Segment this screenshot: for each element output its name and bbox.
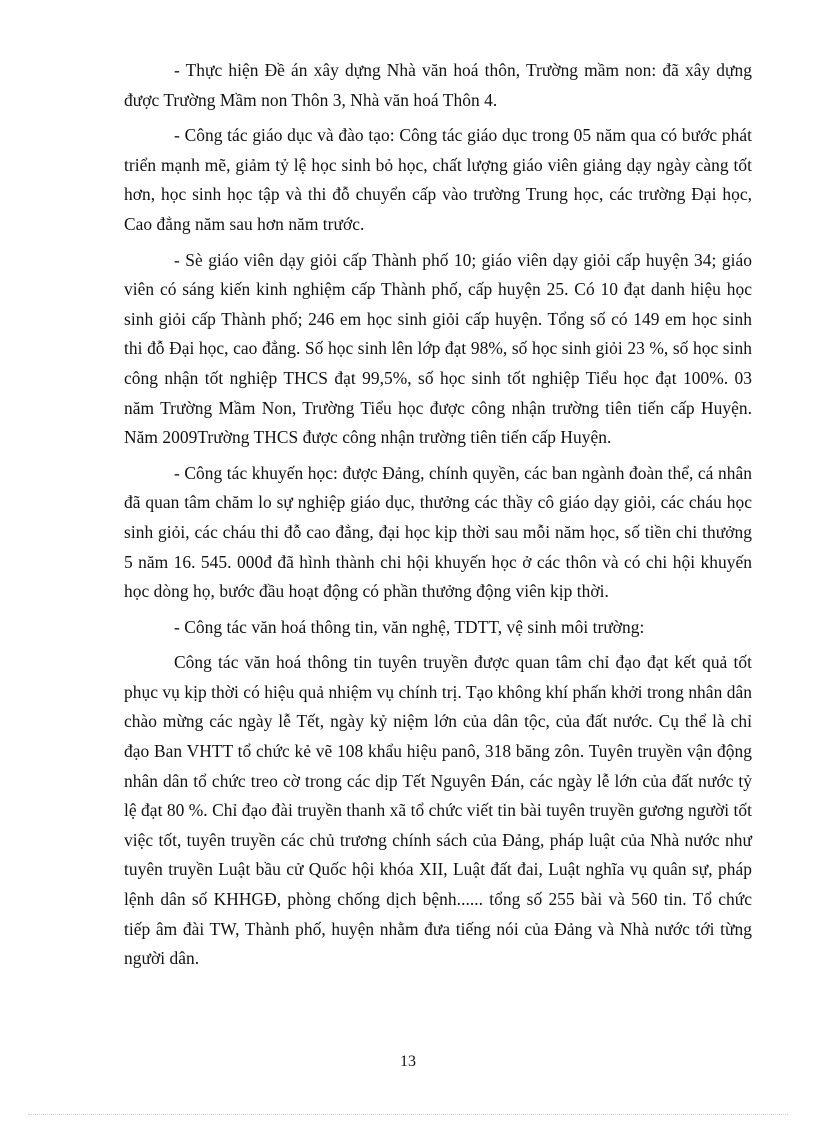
paragraph-culture-heading: - Công tác văn hoá thông tin, văn nghệ, TDTT, vệ sinh môi trường: (174, 616, 645, 637)
paragraph-school-construction: - Thực hiện Đề án xây dựng Nhà văn hoá thôn, Trường mầm non: đã xây dựng được Trường Mầm non Thôn 3, Nhà văn hoá Thôn 4. (124, 60, 752, 110)
page-number: 13 (400, 1053, 416, 1070)
document-body (124, 56, 752, 980)
paragraph-study-encouragement: - Công tác khuyến học: được Đảng, chính quyền, các ban ngành đoàn thể, cá nhân đã quan tâm chăm lo sự nghiệp giáo dục, thưởng các thầy cô giáo dạy giỏi, các cháu học sinh giỏi, các cháu thi đỗ cao đẳng, đại học kịp thời sau mỗi năm học, số tiền chi thưởng 5 năm 16. 545. 000đ đã hình thành chi hội khuyến học ở các thôn và có chi hội khuyến học dòng họ, bước đầu hoạt động có phần thưởng động viên kịp thời. (124, 462, 752, 602)
page-bottom-divider (28, 1114, 788, 1115)
paragraph-teacher-student-stats: - Sè giáo viên dạy giỏi cấp Thành phố 10; giáo viên dạy giỏi cấp huyện 34; giáo viên có sáng kiến kinh nghiệm cấp Thành phố, cấp huyện 25. Có 10 đạt danh hiệu học sinh giỏi cấp Thành phố; 246 em học sinh giỏi cấp huyện. Tổng số có 149 em học sinh thi đỗ Đại học, cao đẳng. Số học sinh lên lớp đạt 98%, số học sinh giỏi 23 %, số học sinh công nhận tốt nghiệp THCS đạt 99,5%, số học sinh tốt nghiệp Tiểu học đạt 100%. 03 năm Trường Mầm Non, Trường Tiểu học được công nhận trường tiên tiến cấp Huyện. Năm 2009Trường THCS được công nhận trường tiên tiến cấp Huyện. (124, 249, 752, 448)
paragraph-culture-information: Công tác văn hoá thông tin tuyên truyền được quan tâm chỉ đạo đạt kết quả tốt phục vụ kịp thời có hiệu quả nhiệm vụ chính trị. Tạo không khí phấn khởi trong nhân dân chào mừng các ngày lễ Tết, ngày kỷ niệm lớn của dân tộc, của đất nước. Cụ thể là chỉ đạo Ban VHTT tổ chức kẻ vẽ 108 khẩu hiệu panô, 318 băng zôn. Tuyên truyền vận động nhân dân tổ chức treo cờ trong các dịp Tết Nguyên Đán, các ngày lễ lớn của đất nước tỷ lệ đạt 80 %. Chỉ đạo đài truyền thanh xã tổ chức viết tin bài tuyên truyền gương người tốt việc tốt, tuyên truyền các chủ trương chính sách của Đảng, pháp luật của Nhà nước như tuyên truyền Luật bầu cử Quốc hội khóa XII, Luật đất đai, Luật nghĩa vụ quân sự, pháp lệnh dân số KHHGĐ, phòng chống dịch bệnh...... tổng số 255 bài và 560 tin. Tổ chức tiếp âm đài TW, Thành phố, huyện nhằm đưa tiếng nói của Đảng và Nhà nước tới từng người dân. (124, 652, 752, 969)
paragraph-education-training: - Công tác giáo dục và đào tạo: Công tác giáo dục trong 05 năm qua có bước phát triển mạnh mẽ, giảm tỷ lệ học sinh bỏ học, chất lượng giáo viên giảng dạy ngày càng tốt hơn, học sinh học tập và thi đỗ chuyển cấp vào trường Trung học, các trường Đại học, Cao đẳng năm sau hơn năm trước. (124, 125, 752, 234)
